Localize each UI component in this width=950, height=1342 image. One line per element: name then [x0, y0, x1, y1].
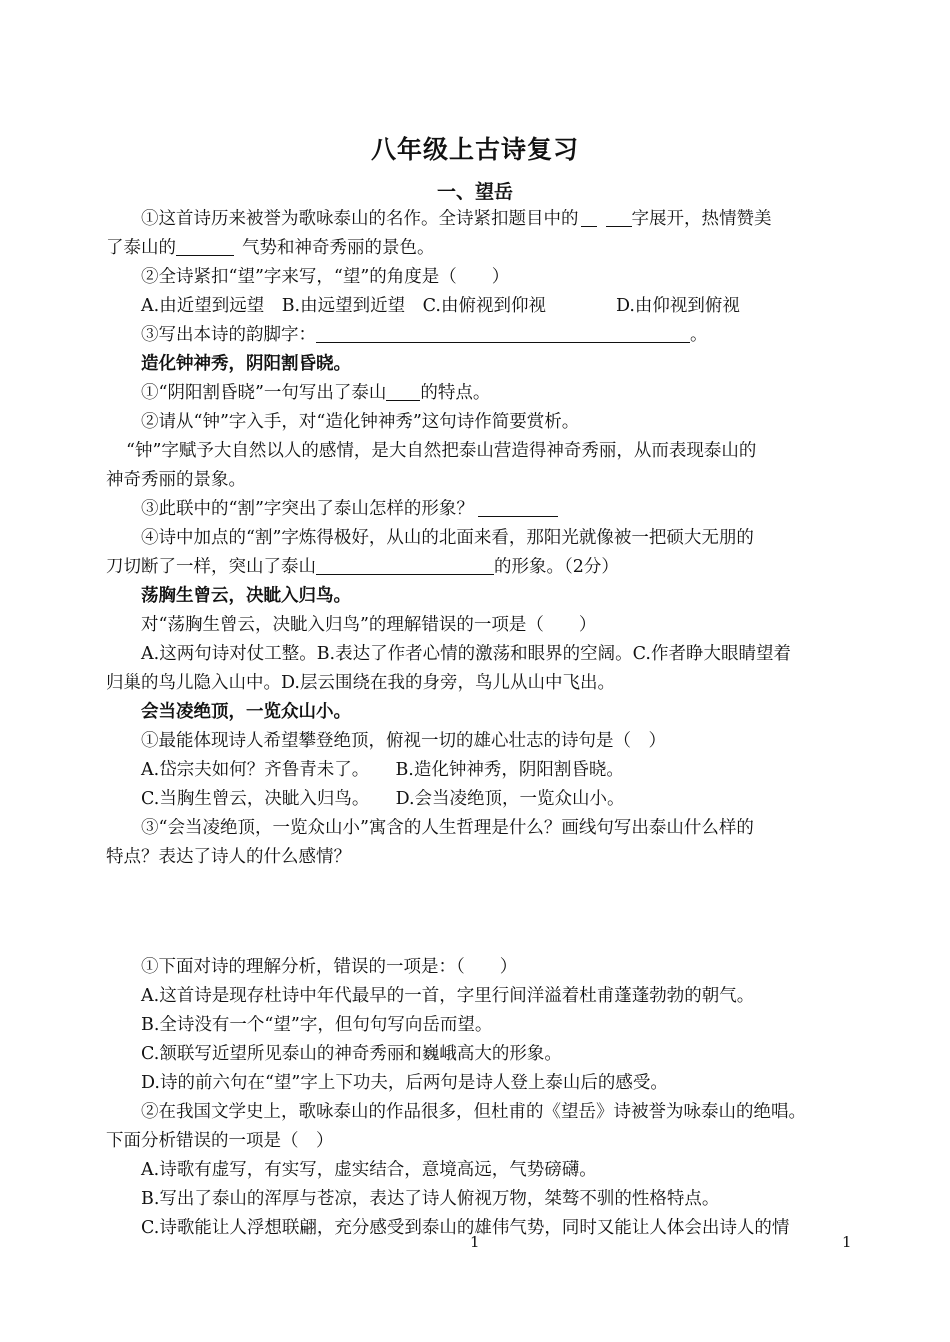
- document-title: 八年级上古诗复习: [370, 135, 579, 164]
- question-line: 特点？表达了诗人的什么感情？: [106, 847, 351, 867]
- option-line: 归巢的鸟儿隐入山中。D.层云围绕在我的身旁，鸟儿从山中飞出。: [106, 673, 615, 693]
- question-line: ①下面对诗的理解分析，错误的一项是：（ ）: [141, 957, 518, 977]
- answer-blank[interactable]: [581, 208, 597, 227]
- answer-blank[interactable]: [316, 556, 494, 575]
- section-title: 一、望岳: [436, 181, 513, 203]
- answer-blank[interactable]: [176, 237, 234, 256]
- question-line: ③“会当凌绝顶，一览众山小”寓含的人生哲理是什么？画线句写出泰山什么样的: [141, 818, 754, 838]
- question-line: ③此联中的“割”字突出了泰山怎样的形象？: [106, 495, 848, 524]
- question-line: ④诗中加点的“割”字炼得极好，从山的北面来看，那阳光就像被一把硕大无朋的: [141, 528, 754, 548]
- question-line: ①最能体现诗人希望攀登绝顶，俯视一切的雄心壮志的诗句是（ ）: [141, 731, 666, 751]
- answer-blank[interactable]: [606, 208, 632, 227]
- document-body: [106, 205, 848, 1243]
- question-line: ②请从“钟”字入手，对“造化钟神秀”这句诗作简要赏析。: [141, 412, 580, 432]
- option-line: B.全诗没有一个“望”字，但句句写向岳而望。: [141, 1015, 493, 1035]
- answer-line: 神奇秀丽的景象。: [106, 470, 246, 490]
- answer-line: “钟”字赋予大自然以人的感情，是大自然把泰山营造得神奇秀丽，从而表现泰山的: [126, 441, 757, 461]
- question-line: 对“荡胸生曾云，决眦入归鸟”的理解错误的一项是（ ）: [141, 615, 597, 635]
- poem-verse: 荡胸生曾云，决眦入归鸟。: [141, 586, 351, 606]
- answer-space: [106, 872, 848, 953]
- question-line: ②在我国文学史上，歌咏泰山的作品很多，但杜甫的《望岳》诗被誉为咏泰山的绝唱。: [141, 1102, 806, 1122]
- option-line: A.这两句诗对仗工整。B.表达了作者心情的激荡和眼界的空阔。C.作者睁大眼睛望着: [141, 644, 791, 664]
- answer-blank[interactable]: [386, 382, 420, 401]
- question-line: ①这首诗历来被誉为歌咏泰山的名作。全诗紧扣题目中的 字展开，热情赞美: [141, 209, 772, 229]
- question-line: 刀切断了一样，突山了泰山 的形象。（2分）: [106, 557, 619, 577]
- question-line: ③写出本诗的韵脚字： 。: [141, 325, 708, 345]
- option-line: A.诗歌有虚写，有实写，虚实结合，意境高远，气势磅礴。: [141, 1160, 597, 1180]
- option-line: C.颔联写近望所见泰山的神奇秀丽和巍峨高大的形象。: [141, 1044, 562, 1064]
- page-number-center: 1: [470, 1233, 480, 1251]
- question-line: 下面分析错误的一项是（ ）: [106, 1131, 334, 1151]
- answer-blank[interactable]: [316, 324, 690, 343]
- poem-verse: 造化钟神秀，阴阳割昏晓。: [141, 354, 351, 374]
- page-number-right: 1: [842, 1233, 852, 1251]
- question-line: ②全诗紧扣“望”字来写，“望”的角度是（ ）: [141, 267, 510, 287]
- option-line: A.岱宗夫如何？齐鲁青未了。 B.造化钟神秀，阴阳割昏晓。: [141, 760, 624, 780]
- option-line: B.写出了泰山的浑厚与苍凉，表达了诗人俯视万物，桀骜不驯的性格特点。: [141, 1189, 720, 1209]
- option-line: C.诗歌能让人浮想联翩，充分感受到泰山的雄伟气势，同时又能让人体会出诗人的情: [141, 1218, 790, 1238]
- option-line: C.当胸生曾云，决眦入归鸟。 D.会当凌绝顶，一览众山小。: [141, 789, 625, 809]
- question-line: ①“阴阳割昏晓”一句写出了泰山 的特点。: [141, 383, 491, 403]
- question-line: 了泰山的 气势和神奇秀丽的景色。: [106, 238, 435, 258]
- option-line: A.这首诗是现存杜诗中年代最早的一首，字里行间洋溢着杜甫蓬蓬勃勃的朝气。: [141, 986, 755, 1006]
- option-line: D.诗的前六句在“望”字上下功夫，后两句是诗人登上泰山后的感受。: [141, 1073, 668, 1093]
- poem-verse: 会当凌绝顶，一览众山小。: [141, 702, 351, 722]
- option-line: A.由近望到远望 B.由远望到近望 C.由俯视到仰视 D.由仰视到俯视: [141, 296, 740, 316]
- answer-blank[interactable]: [478, 498, 558, 517]
